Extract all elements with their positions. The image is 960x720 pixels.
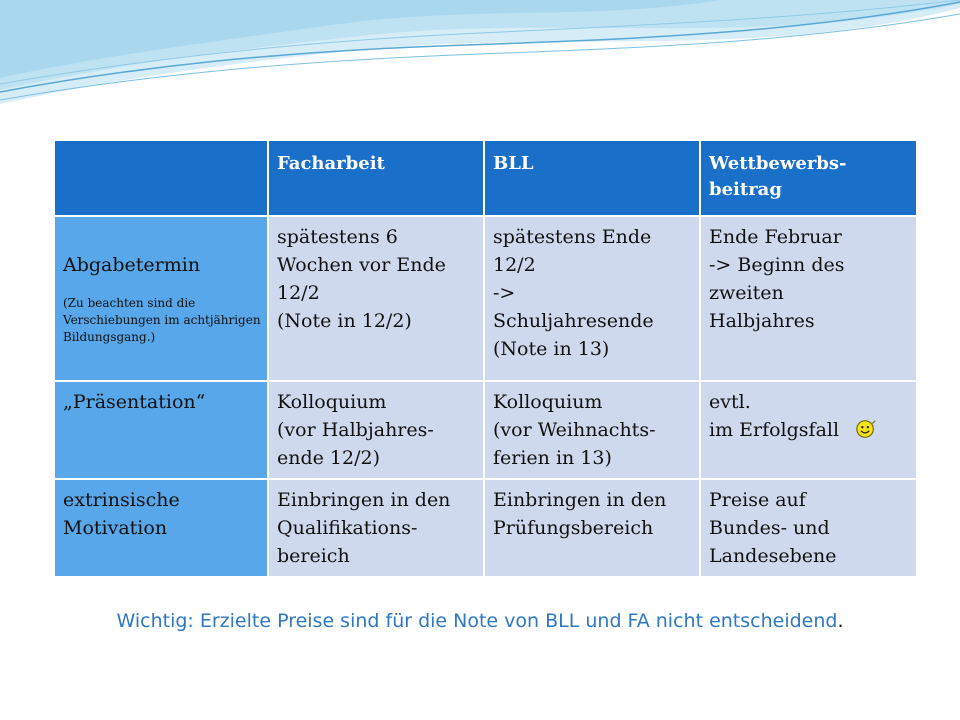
cell-text-line: evtl. [709, 391, 751, 413]
row-label-text: Abgabetermin [63, 254, 201, 276]
header-wettbewerbsbeitrag: Wettbewerbs- beitrag [700, 140, 917, 216]
cell-facharbeit-praesentation: Kolloquium (vor Halbjahres- ende 12/2) [268, 381, 484, 479]
comparison-table [53, 139, 918, 578]
cell-bll-praesentation: Kolloquium (vor Weihnachts- ferien in 13) [484, 381, 700, 479]
cell-bll-abgabetermin: spätestens Ende 12/2 -> Schuljahresende (Note in 13) [484, 216, 700, 381]
header-corner-cell [54, 140, 268, 216]
table-row-motivation [54, 479, 917, 577]
header-facharbeit: Facharbeit [268, 140, 484, 216]
row-label-praesentation: „Präsentation“ [54, 381, 268, 479]
cell-wettbewerb-praesentation [700, 381, 917, 479]
footer-period: . [837, 610, 844, 632]
footer-text: Wichtig: Erzielte Preise sind für die Note von BLL und FA nicht entscheidend [116, 610, 838, 632]
cell-facharbeit-motivation: Einbringen in den Qualifikations- bereich [268, 479, 484, 577]
smiley-icon [855, 418, 877, 440]
cell-wettbewerb-abgabetermin: Ende Februar -> Beginn des zweiten Halbjahres [700, 216, 917, 381]
cell-wettbewerb-motivation: Preise auf Bundes- und Landesebene [700, 479, 917, 577]
row-label-abgabetermin [54, 216, 268, 381]
row-label-motivation: extrinsische Motivation [54, 479, 268, 577]
table-header-row [54, 140, 917, 216]
cell-bll-motivation: Einbringen in den Prüfungsbereich [484, 479, 700, 577]
table-row-abgabetermin [54, 216, 917, 381]
header-bll: BLL [484, 140, 700, 216]
footer-note [0, 610, 960, 632]
row-label-note: (Zu beachten sind die Verschiebungen im achtjährigen Bildungsgang.) [63, 296, 261, 344]
table-row-praesentation [54, 381, 917, 479]
cell-facharbeit-abgabetermin: spätestens 6 Wochen vor Ende 12/2 (Note in 12/2) [268, 216, 484, 381]
decorative-wave-banner [0, 0, 960, 110]
cell-text-line: im Erfolgsfall [709, 419, 840, 441]
